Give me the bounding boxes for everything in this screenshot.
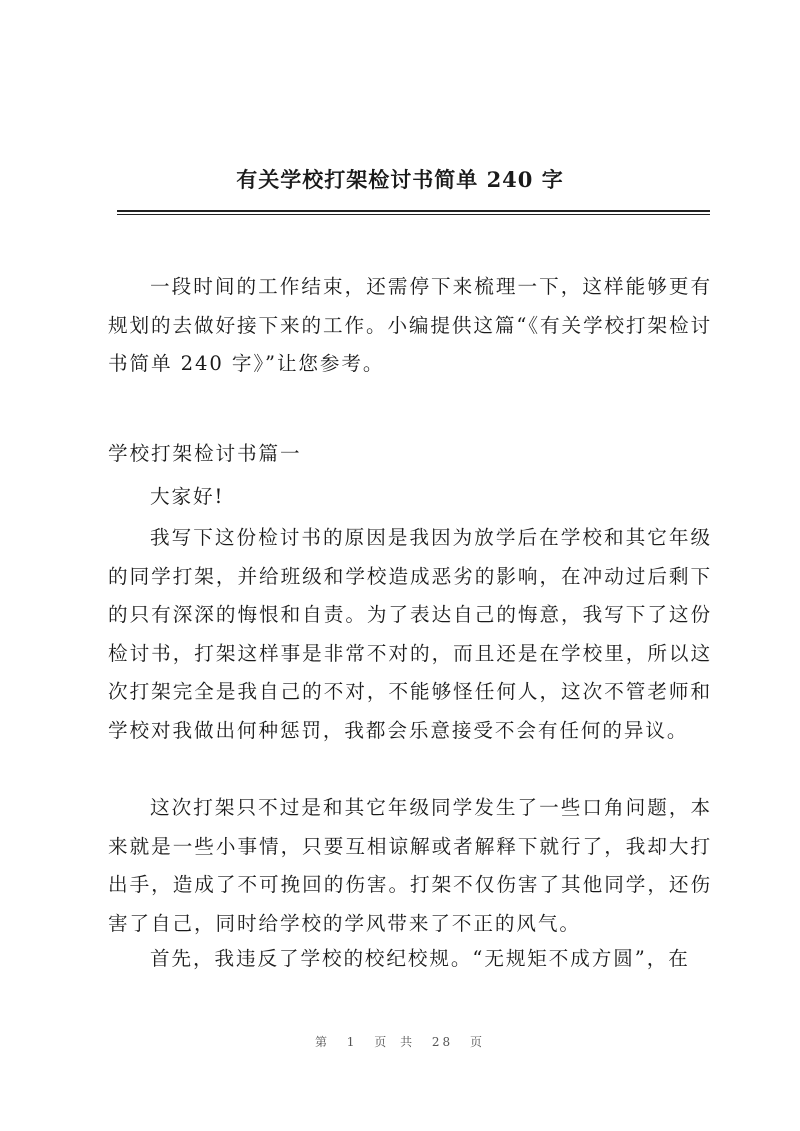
footer-total-pages: 28 <box>431 1035 454 1049</box>
section-heading: 学校打架检讨书篇一 <box>108 442 302 465</box>
intro-paragraph: 一段时间的工作结束，还需停下来梳理一下，这样能够更有规划的去做好接下来的工作。小编提供这篇“《有关学校打架检讨书简单 240 字》”让您参考。 <box>108 275 712 375</box>
footer-label-page: 第 <box>314 1035 330 1049</box>
body-paragraph-2: 这次打架只不过是和其它年级同学发生了一些口角问题，本来就是一些小事情，只要互相谅解或者解释下就行了，我却大打出手，造成了不可挽回的伤害。打架不仅伤害了其他同学，还伤害了自己，同时给学校的学风带来了不正的风气。 <box>108 796 712 935</box>
footer-current-page: 1 <box>346 1035 358 1049</box>
footer-label-pages: 页 <box>470 1035 486 1049</box>
document-title: 有关学校打架检讨书简单 240 字 <box>236 167 564 192</box>
title-underline <box>117 210 710 215</box>
body-paragraph-3: 首先，我违反了学校的校纪校规。“无规矩不成方圆”，在 <box>150 947 690 970</box>
page-footer <box>0 1033 800 1050</box>
body-paragraph-1: 我写下这份检讨书的原因是我因为放学后在学校和其它年级的同学打架，并给班级和学校造成恶劣的影响，在冲动过后剩下的只有深深的悔恨和自责。为了表达自己的悔意，我写下了这份检讨书，打架这样事是非常不对的，而且还是在学校里，所以这次打架完全是我自己的不对，不能够怪任何人，这次不管老师和学校对我做出何种惩罚，我都会乐意接受不会有任何的异议。 <box>108 526 712 742</box>
greeting: 大家好! <box>150 485 225 508</box>
footer-label-of: 页 共 <box>374 1035 416 1049</box>
